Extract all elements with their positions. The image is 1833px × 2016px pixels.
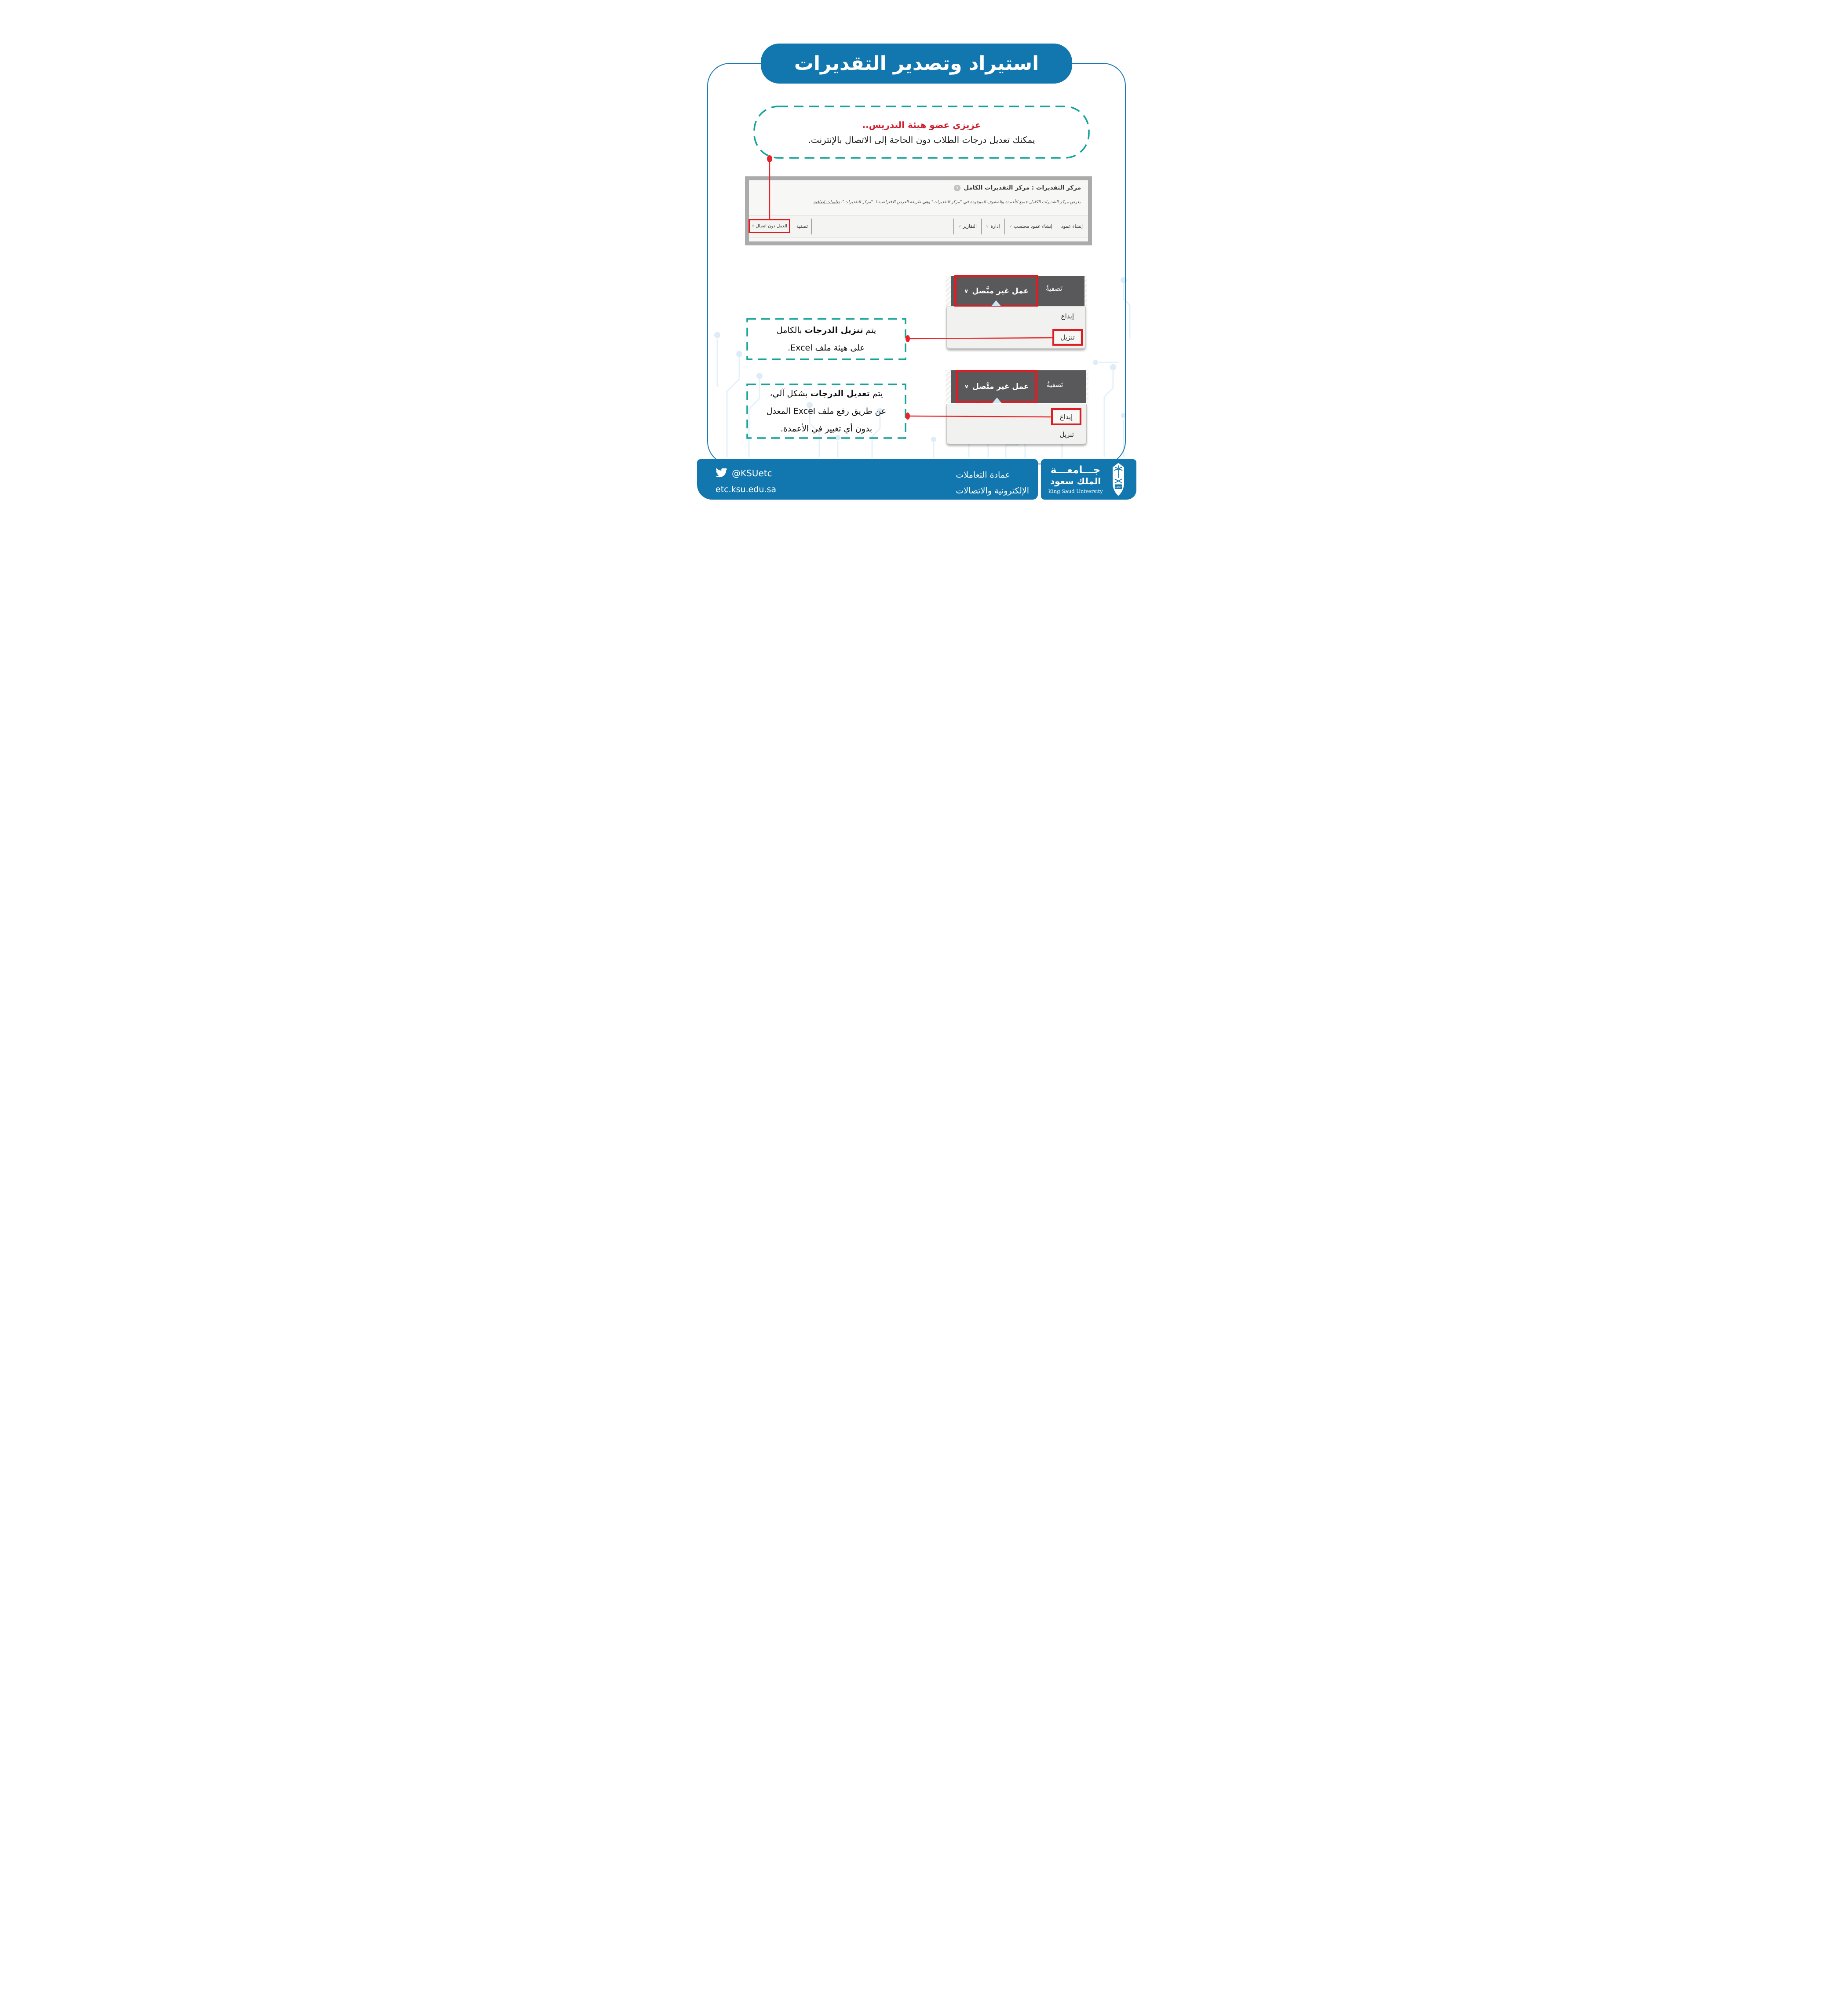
university-logo-block: جـــامعـــة الملك سعود King Saud University 1957 (1041, 459, 1136, 500)
work-offline-button-highlight[interactable]: العمل دون اتصال ∨ (749, 219, 790, 233)
svg-text:1957: 1957 (1115, 486, 1121, 489)
grade-center-screenshot (745, 176, 1092, 245)
menu-item-upload[interactable]: إيداع (1061, 312, 1074, 320)
download-note-line2: على هيئة ملف Excel. (788, 343, 865, 353)
university-name-arabic: جـــامعـــة (1050, 464, 1101, 476)
work-offline-dropdown (946, 404, 1087, 444)
page-title: استيراد وتصدير التقديرات (794, 52, 1039, 75)
chevron-down-icon: ∨ (964, 383, 969, 390)
chevron-down-icon: ∨ (986, 224, 989, 229)
chevron-down-icon: ∨ (751, 224, 755, 228)
chevron-down-icon: ∨ (964, 288, 969, 295)
upload-note-line3: بدون أي تغيير في الأعمدة. (780, 424, 873, 434)
dropdown-caret-icon (991, 300, 1001, 306)
more-help-link[interactable]: تعليمات إضافية (813, 200, 840, 205)
grade-center-description: يعرض مركز التقديرات الكامل جميع الأعمدة والصفوف الموجودة في "مركز التقديرات" وهي طريقة العرض الافتراضية لـ "مركز التقديرات". تعليمات إضافية (813, 200, 1081, 205)
download-note-box (746, 318, 906, 360)
dropdown-caret-icon (992, 398, 1002, 403)
menu-item-upload-highlight[interactable]: إيداع (1051, 408, 1081, 425)
ksu-emblem-icon (1107, 462, 1129, 497)
toolbar-separator (811, 219, 812, 234)
offline-menu-screenshot-upload (946, 367, 1088, 447)
chevron-circle-icon[interactable]: ∨ (954, 185, 960, 191)
menu-item-download-highlight[interactable]: تنزيل (1052, 329, 1083, 346)
reports-button[interactable]: التقارير ∨ (953, 219, 981, 234)
upload-note-box (746, 383, 906, 439)
footer-bar (697, 459, 1038, 500)
manage-button[interactable]: إدارة ∨ (981, 219, 1004, 234)
twitter-icon (716, 468, 727, 478)
download-note-line1: يتم تنزيل الدرجات بالكامل (776, 325, 876, 335)
infographic-canvas (687, 0, 1146, 504)
grade-center-toolbar (749, 215, 1088, 237)
work-offline-dropdown (946, 307, 1086, 349)
offline-menu-screenshot-download (946, 273, 1087, 352)
chevron-down-icon: ∨ (1009, 224, 1012, 229)
breadcrumb: مركز التقديرات : مركز التقديرات الكامل (964, 184, 1081, 191)
intro-greeting: عزيزي عضو هيئة التدريس.. (862, 119, 981, 130)
grade-center-breadcrumb (954, 184, 1081, 191)
intro-note-box (753, 106, 1090, 159)
create-column-button[interactable]: إنشاء عمود (1061, 224, 1083, 229)
upload-note-line1: يتم تعديل الدرجات بشكل آلي، (770, 389, 883, 398)
university-name-english: King Saud University (1048, 488, 1103, 494)
filter-button[interactable]: تَصفيةُ (1046, 285, 1063, 292)
website-link[interactable]: etc.ksu.edu.sa (716, 485, 776, 494)
create-calculated-column-button[interactable]: إنشاء عمود محتسب ∨ (1004, 219, 1057, 234)
filter-button[interactable]: تَصفية (796, 224, 808, 229)
title-banner (761, 44, 1072, 84)
work-offline-button-highlight[interactable]: عمل غير متَّصل ∨ (954, 275, 1038, 307)
chevron-down-icon: ∨ (958, 224, 961, 229)
work-offline-button-highlight[interactable]: عمل غير متَّصل ∨ (956, 370, 1037, 403)
deanship-name: عمادة التعاملات الإلكترونية والاتصالات (956, 470, 1029, 496)
twitter-handle[interactable]: @KSUetc (732, 468, 772, 478)
upload-note-line2: عن طريق رفع ملف Excel المعدل (766, 406, 887, 416)
menu-item-download[interactable]: تنزيل (1059, 431, 1074, 438)
filter-button[interactable]: تَصفيةُ (1047, 381, 1063, 389)
intro-body: يمكنك تعديل درجات الطلاب دون الحاجة إلى الاتصال بالإنترنت. (808, 134, 1035, 145)
